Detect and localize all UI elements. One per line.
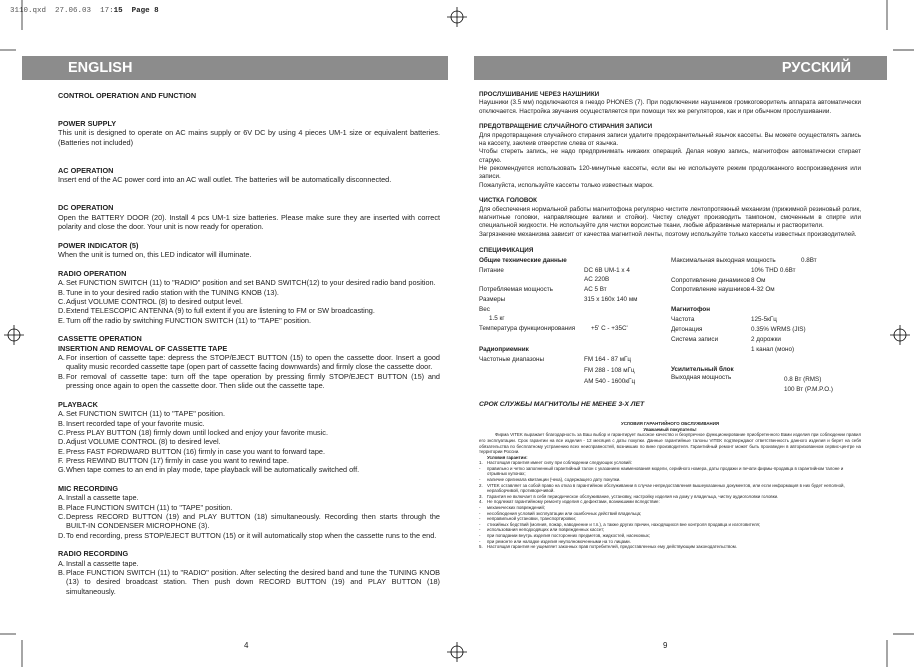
mic-list xyxy=(58,493,440,540)
heading-radio-recording: RADIO RECORDING xyxy=(58,549,129,559)
heading-dc-operation: DC OPERATION xyxy=(58,203,114,213)
spec-amp-heading: Усилительный блок xyxy=(671,365,734,373)
list-item-letter: B. xyxy=(58,287,65,297)
spec-table xyxy=(479,255,861,405)
list-item-text: Adjust VOLUME CONTROL (8) to desired output level. xyxy=(66,296,243,306)
list-item-letter: B. xyxy=(58,418,65,428)
list-item-text: Extend TELESCOPIC ANTENNA (9) to full extent if you are listening to FM or SW broadcasting. xyxy=(66,306,375,316)
warranty-intro: Фирма VITEK выражает благодарность за Ваш выбор и гарантирует высокое качество и безупречное функционирование приобретенного Вами изделия при соблюдении правил его эксплуатации. Срок гарантии на все изделия - 12 месяцев с даты покупки. Данные гарантийные талоны VITEK подтверждают ответственность данного изделия и берет на себя обязательства по бесплатному устранению всех неисправностей, возникших по вине производителя. Гарантийный ремонт может быть произведен в авторизованном сервис-центре на территории России. xyxy=(479,432,861,455)
list-item-letter: C. xyxy=(58,427,66,437)
list-item xyxy=(58,437,440,446)
ac-operation-text: Insert end of the AC power cord into an AC wall outlet. The batteries will be automatically disconnected. xyxy=(58,175,392,185)
warranty-subtitle: Уважаемый покупатель! xyxy=(643,426,697,432)
list-item xyxy=(58,447,440,456)
list-item-letter: D. xyxy=(58,306,66,316)
warranty-row-text: при попадании внутрь изделия посторонних предметов, жидкостей, насекомых; xyxy=(487,533,651,538)
page-number-left: 4 xyxy=(244,641,249,650)
warranty-row-text: Гарантия не включает в себя периодическое обслуживание, установку, настройку изделия на дому у владельца, чистку аудиоголовки головки. xyxy=(487,493,779,499)
section-title: CONTROL OPERATION AND FUNCTION xyxy=(58,91,197,100)
warranty-row xyxy=(479,483,861,494)
list-item xyxy=(58,568,440,596)
spec-value: 8 Ом xyxy=(751,276,766,284)
list-item-letter: D. xyxy=(58,437,66,447)
list-item xyxy=(58,419,440,428)
heading-mic-recording: MIC RECORDING xyxy=(58,483,118,493)
spec-value: 0.8 Вт (RMS) xyxy=(784,375,822,383)
spec-label: Детонация xyxy=(671,325,703,333)
spec-value: 315 х 160х 140 мм xyxy=(584,295,638,303)
erase-text-2: Чтобы стереть запись, не надо предпринимать никаких операций. Делая новую запись, магнитофон автоматически стирает старую. xyxy=(479,148,861,164)
list-item-text: When tape comes to an end in play mode, tape playback will be automatically switched off. xyxy=(66,465,360,475)
cassette-list xyxy=(58,353,440,390)
spec-tape-heading: Магнитофон xyxy=(671,305,711,313)
warranty-row-marker: - xyxy=(479,521,481,527)
warranty-row-text: неправильной установки, транспортировки; xyxy=(487,516,577,522)
spec-value: AC 220В xyxy=(584,275,610,283)
list-item-letter: A. xyxy=(58,558,65,568)
list-item xyxy=(58,456,440,465)
list-item-text: Place FUNCTION SWITCH (11) to "TAPE" position. xyxy=(66,502,233,512)
warranty-row-marker: - xyxy=(479,510,481,516)
language-header-english: ENGLISH xyxy=(22,56,448,80)
heading-power-indicator: POWER INDICATOR (5) xyxy=(58,240,139,250)
erase-text-3: Не рекомендуется использовать 120-минутные кассеты, если вы не используете режим продолжанного воспроизведения или записи. xyxy=(479,164,861,181)
spec-label: Система записи xyxy=(671,335,719,343)
list-item-letter: G. xyxy=(58,465,66,475)
warranty-conditions-heading: Условия гарантии: xyxy=(487,454,528,460)
warranty-row-marker: 2. xyxy=(479,482,483,488)
warranty-row-text: при ремонте или наладке изделия неуполномоченными на то лицами. xyxy=(487,538,631,544)
warranty-row-marker: 4. xyxy=(479,499,483,505)
spec-label: Температура функционирования xyxy=(479,324,576,332)
list-item xyxy=(58,503,440,512)
list-item xyxy=(58,409,440,418)
warranty-row-text: использования неподходящих или поврежденных кассет; xyxy=(487,527,605,533)
power-indicator-text: When the unit is turned on, this LED indicator will illuminate. xyxy=(58,250,252,260)
heading-ac-operation: AC OPERATION xyxy=(58,165,114,175)
list-item-letter: E. xyxy=(58,315,65,325)
spec-label: Частотные диапазоны xyxy=(479,355,545,363)
heading-specification: СПЕЦИФИКАЦИЯ xyxy=(479,246,534,254)
list-item-text: Install a cassette tape. xyxy=(66,493,139,503)
warranty-row xyxy=(479,544,861,550)
list-item-letter: A. xyxy=(58,493,65,503)
list-item-letter: A. xyxy=(58,278,65,288)
spec-label: Вес xyxy=(479,305,490,313)
list-item-text: For removal of cassette tape: turn off the tape operation by pressing firmly STOP/EJECT BUTTON (15) and pressing once again to open the cassette door. Then slide out the cassette tape. xyxy=(66,371,440,391)
list-item xyxy=(58,306,440,315)
list-item-letter: B. xyxy=(58,502,65,512)
warranty-row-marker: - xyxy=(479,477,481,483)
warranty-block xyxy=(479,421,861,550)
spec-value: FM 288 - 108 мГц xyxy=(584,366,635,374)
heading-power-supply: POWER SUPPLY xyxy=(58,119,117,129)
print-slug: 3110.qxd 27.06.03 17:15 Page 8 xyxy=(10,7,159,15)
spec-value: 0.35% WRMS (JIS) xyxy=(751,325,806,333)
list-item-text: Place FUNCTION SWITCH (11) to "RADIO" position. After selecting the desired band and tune the TUNING KNOB (13) to desired broadcast station. Then push down RECORD BUTTON (19) and PLAY BUTTON (18) simultaneously. xyxy=(66,568,440,596)
spec-label: Выходная мощность xyxy=(671,373,732,381)
list-item xyxy=(58,316,440,325)
list-item xyxy=(58,288,440,297)
spec-value: 10% THD 0.6Вт xyxy=(751,266,796,274)
list-item xyxy=(58,372,440,391)
spec-value: 1.5 кг xyxy=(489,314,505,322)
radio-recording-list xyxy=(58,559,440,596)
list-item-text: Press PLAY BUTTON (18) firmly down until locked and enjoy your favorite music. xyxy=(66,427,328,437)
spec-value: 100 Вт (P.M.P.O.) xyxy=(784,385,833,393)
list-item-letter: B. xyxy=(58,371,65,381)
warranty-row-marker: - xyxy=(479,533,481,538)
list-item xyxy=(58,531,440,540)
spec-value: AM 540 - 1600кГц xyxy=(584,377,636,385)
list-item xyxy=(58,559,440,568)
spec-value: DC 6В UM-1 х 4 xyxy=(584,266,630,274)
warranty-row-marker: - xyxy=(479,527,481,533)
list-item-letter: C. xyxy=(58,296,66,306)
spec-value: FM 164 - 87 мГц xyxy=(584,355,632,363)
list-item-text: Install a cassette tape. xyxy=(66,558,139,568)
warranty-list xyxy=(479,460,861,550)
list-item-letter: A. xyxy=(58,353,65,363)
russian-column xyxy=(479,91,861,550)
warranty-row-marker: - xyxy=(479,505,481,511)
spec-value: 125-5кГц xyxy=(751,315,777,323)
heading-head-cleaning: ЧИСТКА ГОЛОВОК xyxy=(479,197,538,205)
spec-radio-heading: Радиоприемник xyxy=(479,345,529,353)
list-item-text: Turn off the radio by switching FUNCTION SWITCH (11) to "TAPE" position. xyxy=(66,315,311,325)
warranty-row-marker: - xyxy=(479,465,481,471)
warranty-row-text: стихийных бедствий (молния, пожар, наводнение и т.п.), а также других причин, находящихся вне контроля продавца и изготовителя; xyxy=(487,521,761,527)
headphones-text: Наушники (3.5 мм) подключаются в гнездо PHONES (7). При подключении наушников громкоговоритель аппарата автоматически отключается. Настройка звучания осуществляется при помощи тех же регуляторов, как и при обычном прослушивании. xyxy=(479,99,861,115)
spec-label: Питание xyxy=(479,266,504,274)
page-number-right: 9 xyxy=(663,641,668,650)
heading-insertion-removal: INSERTION AND REMOVAL OF CASSETTE TAPE xyxy=(58,343,228,353)
spec-value: 0.8Вт xyxy=(801,256,817,264)
list-item-text: To end recording, press STOP/EJECT BUTTON (15) or it will automatically stop when the cassette runs to the end. xyxy=(66,530,437,540)
list-item-text: For insertion of cassette tape: depress the STOP/EJECT BUTTON (15) to open the cassette door. Insert a good quality music recorded cassette tape (open part of cassette facing downwards) and firmly close the cassette door. xyxy=(66,353,440,372)
heading-playback: PLAYBACK xyxy=(58,399,98,409)
spec-label: Сопротивление динамиков xyxy=(671,276,751,284)
warranty-row xyxy=(479,466,861,477)
radio-list xyxy=(58,278,440,325)
spec-label: Размеры xyxy=(479,295,506,303)
warranty-title: УСЛОВИЯ ГАРАНТИЙНОГО ОБСЛУЖИВАНИЯ xyxy=(620,421,720,427)
list-item-text: Set FUNCTION SWITCH (11) to "RADIO" position and set BAND SWITCH(12) to your desired radio band position. xyxy=(66,278,436,288)
heading-headphones: ПРОСЛУШИВАНИЕ ЧЕРЕЗ НАУШНИКИ xyxy=(479,91,600,98)
cleaning-text-1: Для обеспечения нормальной работы магнитофона регулярно чистите лентопротяжный механизм (прижимной резиновый ролик, магнитные головки, направляющие валики и стойки). Чистку следует производить тампоном, смоченным в спирте или специальной жидкости. Не используйте для чистки ворсистые ткани, любые абразивные материалы и растворители. xyxy=(479,205,861,230)
warranty-row-text: правильно и четко заполненный гарантийный талон с указанием наименования модели, серийного номера, даты продажи и печати фирмы-продавца в гарантийном талоне и отрывных купонах; xyxy=(487,465,844,477)
warranty-row-marker: 3. xyxy=(479,493,483,499)
list-item-letter: C. xyxy=(58,511,66,521)
list-item xyxy=(58,353,440,372)
dc-operation-text: Open the BATTERY DOOR (20). Install 4 pcs UM-1 size batteries. Please make sure they are inserted with correct polarity and close the door. Your unit is now ready for operation. xyxy=(58,212,440,232)
spec-value: 1 канал (моно) xyxy=(751,345,795,353)
list-item xyxy=(58,278,440,287)
warranty-row-text: Настоящая гарантия не ущемляет законных прав потребителей, предоставленных ему действующим законодательством. xyxy=(487,544,737,550)
list-item-letter: E. xyxy=(58,446,65,456)
list-item xyxy=(58,512,440,531)
erase-text-4: Пожалуйста, используйте кассеты только известных марок. xyxy=(479,181,654,189)
list-item-text: Depress RECORD BUTTON (19) and PLAY BUTTON (18) simultaneously. Recording then starts through the BUILT-IN CONDENSER MICROPHONE (3). xyxy=(66,511,440,531)
warranty-row-text: Настоящая гарантия имеет силу при соблюдении следующих условий: xyxy=(487,460,632,466)
warranty-row-text: несоблюдения условий эксплуатации или ошибочных действий владельца; xyxy=(487,510,642,516)
list-item-text: Set FUNCTION SWITCH (11) to "TAPE" position. xyxy=(66,409,225,419)
warranty-row-text: Не подлежат гарантийному ремонту изделия с дефектами, возникшими вследствие: xyxy=(487,499,660,505)
warranty-row-marker: - xyxy=(479,516,481,522)
list-item xyxy=(58,297,440,306)
playback-list xyxy=(58,409,440,474)
list-item xyxy=(58,428,440,437)
list-item-text: Press REWIND BUTTON (17) firmly in case you want to rewind tape. xyxy=(66,455,289,465)
list-item xyxy=(58,465,440,474)
warranty-row-marker: 1. xyxy=(479,460,483,466)
list-item-letter: D. xyxy=(58,530,66,540)
power-supply-text: This unit is designed to operate on AC mains supply or 6V DC by using 4 pieces UM-1 size or equivalent batteries. (Batteries not included) xyxy=(58,128,440,147)
list-item-text: Press FAST FORDWARD BUTTON (16) firmly in case you want to forward tape. xyxy=(66,446,325,456)
warranty-row-marker: 5. xyxy=(479,544,483,550)
warranty-row-text: механических повреждений; xyxy=(487,505,546,511)
list-item-text: Adjust VOLUME CONTROL (8) to desired level. xyxy=(66,437,221,447)
warranty-row-marker: - xyxy=(479,538,481,544)
cleaning-text-2: Загрязнение механизма зависит от качества магнитной ленты, поэтому используйте только кассеты известных производителей. xyxy=(479,230,857,238)
spec-label: Сопротивление наушников xyxy=(671,285,751,293)
english-column xyxy=(58,91,440,596)
spec-value: 2 дорожки xyxy=(751,335,781,343)
heading-cassette-operation: CASSETTE OPERATION xyxy=(58,334,142,344)
list-item xyxy=(58,493,440,502)
spec-label: Частота xyxy=(671,315,695,323)
list-item-text: Tune in to your desired radio station with the TUNING KNOB (13). xyxy=(66,287,279,297)
spec-label: Потребляемая мощность xyxy=(479,285,553,293)
language-header-russian: РУССКИЙ xyxy=(474,56,887,80)
list-item-text: Insert recorded tape of your favorite music. xyxy=(66,418,205,428)
list-item-letter: F. xyxy=(58,455,64,465)
list-item-letter: B. xyxy=(58,568,65,578)
heading-radio-operation: RADIO OPERATION xyxy=(58,268,127,278)
heading-erase-protection: ПРЕДОТВРАЩЕНИЕ СЛУЧАЙНОГО СТИРАНИЯ ЗАПИСИ xyxy=(479,123,653,131)
spec-general-heading: Общие технические данные xyxy=(479,256,567,264)
service-life-notice: СРОК СЛУЖБЫ МАГНИТОЛЫ НЕ МЕНЕЕ 3-Х ЛЕТ xyxy=(479,400,645,408)
list-item-letter: A. xyxy=(58,409,65,419)
spec-value: 4-32 Ом xyxy=(751,285,775,293)
erase-text-1: Для предотвращения случайного стирания записи удалите предохранительный язычок кассеты. Вы можете осуществлять запись на кассету, заклеив отверстие слева от язычка. xyxy=(479,131,861,148)
warranty-row-text: VITEK оставляет за собой право на отказ в гарантийном обслуживании в случае непредоставления вышеуказанных документов, или если информация в них будет неполной, неразборчивой, противоречивой. xyxy=(487,482,845,494)
spec-label: Максимальная выходная мощность xyxy=(671,256,776,264)
warranty-row-text: наличие оригинала квитанции (чека), содержащего дату покупки. xyxy=(487,477,621,483)
spec-value: AC 5 Вт xyxy=(584,285,607,293)
spec-value: +5' C - +35C' xyxy=(591,324,628,332)
